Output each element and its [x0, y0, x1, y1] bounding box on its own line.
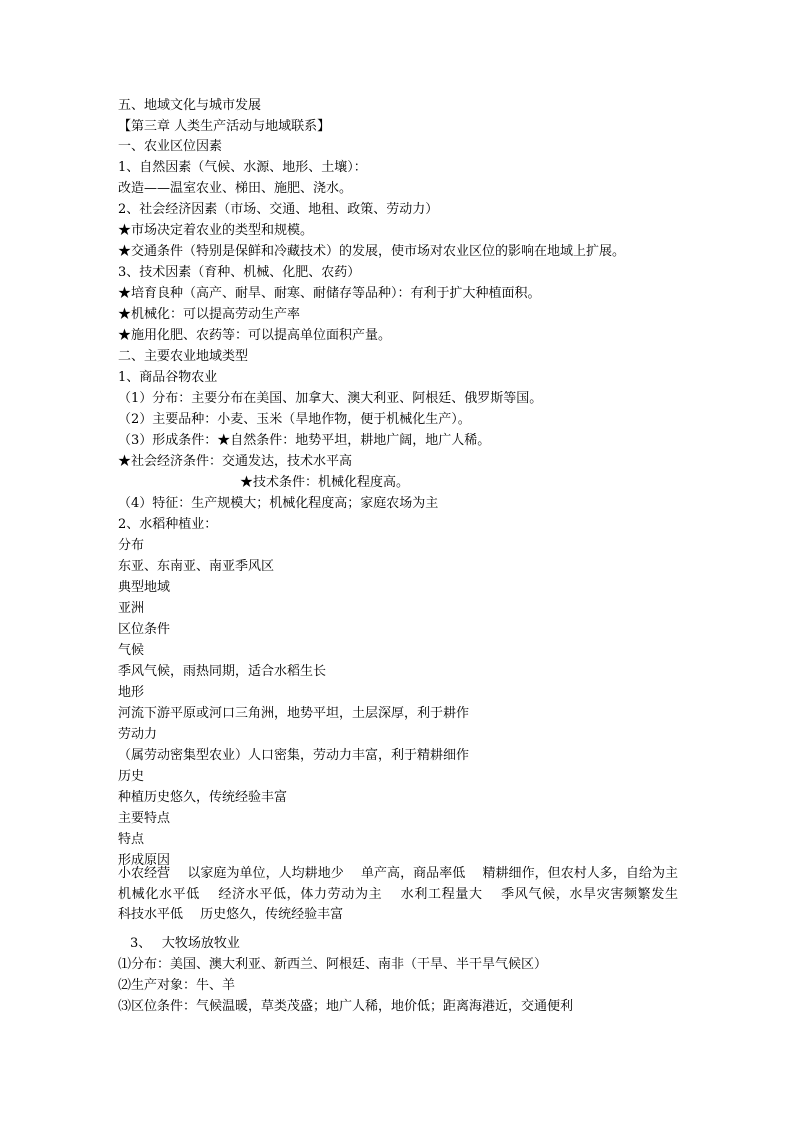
text-line: 1、自然因素（气候、水源、地形、土壤）：	[118, 160, 367, 175]
text-line: 季风气候，雨热同期，适合水稻生长	[118, 664, 327, 679]
text-line: （1）分布：主要分布在美国、加拿大、澳大利亚、阿根廷、俄罗斯等国。	[118, 391, 543, 406]
text-line: 种植历史悠久，传统经验丰富	[118, 790, 288, 805]
text-line: ★市场决定着农业的类型和规模。	[118, 223, 314, 238]
text-line: 历史	[118, 769, 145, 784]
text-line: （属劳动密集型农业）人口密集，劳动力丰富，利于精耕细作	[118, 748, 470, 763]
text-line: 主要特点	[118, 811, 171, 826]
heading-agri-location: 一、农业区位因素	[118, 139, 223, 154]
text-line: 特点	[118, 832, 145, 847]
text-line: 河流下游平原或河口三角洲，地势平坦，土层深厚，利于耕作	[118, 706, 470, 721]
text-line: 2、社会经济因素（市场、交通、地租、政策、劳动力）	[118, 202, 439, 217]
text-line: ⑶区位条件：气候温暖，草类茂盛；地广人稀，地价低；距离海港近，交通便利	[118, 999, 574, 1014]
text-line: 1、商品谷物农业	[118, 370, 218, 385]
text-line: 改造——温室农业、梯田、施肥、浇水。	[118, 181, 353, 196]
text-line: ⑵生产对象：牛、羊	[118, 978, 236, 993]
heading-agri-types: 二、主要农业地域类型	[118, 349, 249, 364]
text-line: 亚洲	[118, 601, 145, 616]
text-line: （2）主要品种：小麦、玉米（旱地作物，便于机械化生产）。	[118, 412, 471, 427]
text-line: 东亚、东南亚、南亚季风区	[118, 559, 275, 574]
rice-features-paragraph: 小农经营 以家庭为单位，人均耕地少 单产高，商品率低 精耕细作，但农村人多，自给为主 机械化水平低 经济水平低，体力劳动为主 水利工程量大 季风气候，水旱灾害频繁发生 科技水平低 历史悠久，传统经验丰富	[118, 866, 696, 923]
text-line: （3）形成条件：★自然条件：地势平坦，耕地广阔，地广人稀。	[118, 433, 491, 448]
text-line: 区位条件	[118, 622, 171, 637]
text-line: ★培育良种（高产、耐旱、耐寒、耐储存等品种）：有利于扩大种植面积。	[118, 286, 541, 301]
text-line: ⑴分布：美国、澳大利亚、新西兰、阿根廷、南非（干旱、半干旱气候区）	[118, 957, 548, 972]
text-line: 劳动力	[118, 727, 158, 742]
text-line: 2、水稻种植业：	[118, 517, 218, 532]
text-line: （4）特征：生产规模大；机械化程度高；家庭农场为主	[118, 496, 439, 511]
text-line: ★机械化：可以提高劳动生产率	[118, 307, 301, 322]
text-line: 地形	[118, 685, 145, 700]
chapter-heading: 【第三章 人类生产活动与地域联系】	[118, 119, 331, 134]
heading-section-5: 五、地域文化与城市发展	[118, 98, 262, 113]
text-line: 形成原因	[118, 853, 171, 868]
text-line: 3、技术因素（育种、机械、化肥、农药）	[118, 265, 361, 280]
text-line: ★技术条件：机械化程度高。	[240, 475, 410, 490]
text-line: 典型地域	[118, 580, 171, 595]
text-line: 气候	[118, 643, 145, 658]
heading-ranching: 3、 大牧场放牧业	[130, 936, 240, 951]
text-line: ★社会经济条件：交通发达，技术水平高	[118, 454, 353, 469]
text-line: ★施用化肥、农药等：可以提高单位面积产量。	[118, 328, 392, 343]
text-line: ★交通条件（特别是保鲜和冷藏技术）的发展，使市场对农业区位的影响在地域上扩展。	[118, 244, 626, 259]
text-line: 分布	[118, 538, 145, 553]
